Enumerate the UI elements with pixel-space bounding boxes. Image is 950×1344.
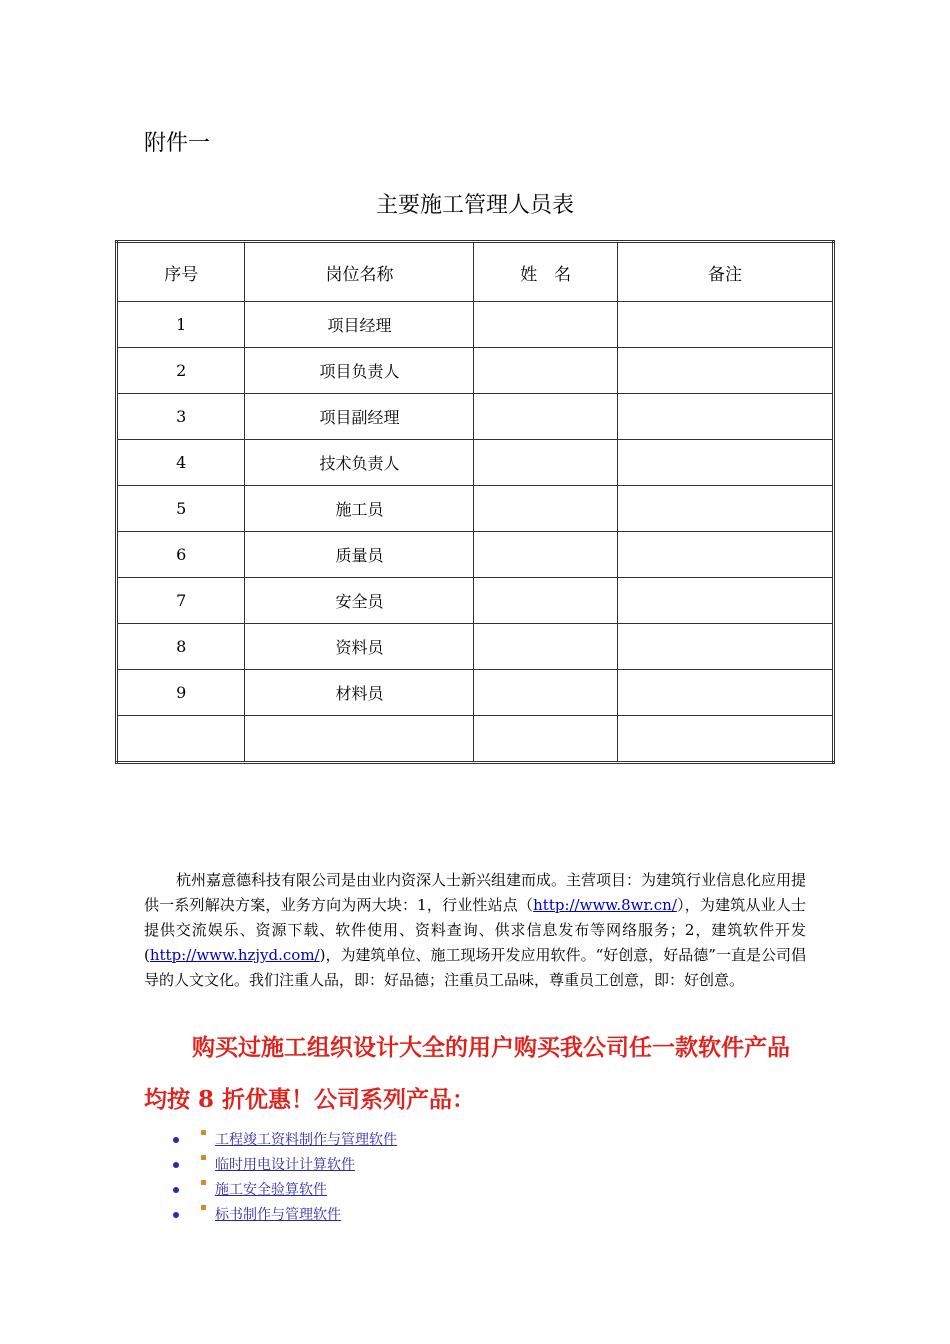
header-index: 序号 <box>117 242 245 302</box>
cell-name <box>474 302 617 348</box>
table-row <box>117 578 834 624</box>
cell-name <box>474 348 617 394</box>
cell-position: 安全员 <box>245 578 474 624</box>
table-row <box>117 486 834 532</box>
table-header-row <box>117 242 834 302</box>
cell-position: 技术负责人 <box>245 440 474 486</box>
site-link-8wr[interactable]: http://www.8wr.cn/ <box>533 896 677 914</box>
cell-position: 项目经理 <box>245 302 474 348</box>
table-row <box>117 532 834 578</box>
square-bullet-icon <box>201 1180 206 1185</box>
cell-remarks <box>617 624 833 670</box>
table-title: 主要施工管理人员表 <box>375 193 574 218</box>
cell-name <box>474 578 617 624</box>
table-row <box>117 716 834 763</box>
cell-remarks <box>617 716 833 763</box>
cell-index: 1 <box>117 302 245 348</box>
bullet-icon <box>173 1212 179 1218</box>
cell-name <box>474 394 617 440</box>
cell-name <box>474 624 617 670</box>
bullet-icon <box>173 1162 179 1168</box>
cell-remarks <box>617 394 833 440</box>
cell-name <box>474 716 617 763</box>
cell-name <box>474 486 617 532</box>
cell-index: 8 <box>117 624 245 670</box>
cell-index: 9 <box>117 670 245 716</box>
product-link[interactable]: 施工安全验算软件 <box>215 1182 327 1198</box>
table-row <box>117 440 834 486</box>
cell-position: 施工员 <box>245 486 474 532</box>
table-row <box>117 302 834 348</box>
table-row <box>117 624 834 670</box>
square-bullet-icon <box>201 1130 206 1135</box>
cell-remarks <box>617 670 833 716</box>
square-bullet-icon <box>201 1205 206 1210</box>
cell-name <box>474 440 617 486</box>
company-intro-paragraph <box>144 868 806 993</box>
cell-index: 3 <box>117 394 245 440</box>
intro-text-part1: 杭州嘉意德科技有限公司是由业内资深人士新兴组建而成。主营项目：为建筑行业信息化应用提供一系列解决方案，业务方向为两大块：1，行业性站点（ <box>144 871 807 914</box>
cell-index: 4 <box>117 440 245 486</box>
table-row <box>117 670 834 716</box>
square-bullet-icon <box>201 1155 206 1160</box>
header-position: 岗位名称 <box>245 242 474 302</box>
cell-remarks <box>617 302 833 348</box>
cell-position: 项目副经理 <box>245 394 474 440</box>
table-row <box>117 348 834 394</box>
cell-position: 资料员 <box>245 624 474 670</box>
cell-index: 5 <box>117 486 245 532</box>
cell-index: 7 <box>117 578 245 624</box>
cell-remarks <box>617 532 833 578</box>
cell-index: 2 <box>117 348 245 394</box>
header-remarks: 备注 <box>617 242 833 302</box>
cell-remarks <box>617 348 833 394</box>
cell-name <box>474 670 617 716</box>
staff-table <box>115 240 835 764</box>
site-link-hzjyd[interactable]: http://www.hzjyd.com/ <box>149 946 320 964</box>
attachment-label: 附件一 <box>144 131 211 156</box>
cell-position: 质量员 <box>245 532 474 578</box>
cell-name <box>474 532 617 578</box>
bullet-icon <box>173 1137 179 1143</box>
cell-remarks <box>617 440 833 486</box>
cell-index <box>117 716 245 763</box>
cell-position: 材料员 <box>245 670 474 716</box>
intro-text-part2: ），为建筑从业人士提供交流娱乐、资源下载、软件使用、资料查询、供求信息发布等网络服务；2，建筑软件开发( <box>144 896 806 964</box>
header-name: 姓 名 <box>474 242 617 302</box>
product-link[interactable]: 标书制作与管理软件 <box>215 1207 341 1223</box>
bullet-icon <box>173 1187 179 1193</box>
promo-banner: 购买过施工组织设计大全的用户购买我公司任一款软件产品均按 8 折优惠！公司系列产品： <box>144 1034 790 1113</box>
table-row <box>117 394 834 440</box>
cell-remarks <box>617 486 833 532</box>
product-link[interactable]: 临时用电设计计算软件 <box>215 1157 355 1173</box>
cell-index: 6 <box>117 532 245 578</box>
cell-position: 项目负责人 <box>245 348 474 394</box>
cell-remarks <box>617 578 833 624</box>
product-link[interactable]: 工程竣工资料制作与管理软件 <box>215 1132 397 1148</box>
cell-position <box>245 716 474 763</box>
intro-text-part3: )，为建筑单位、施工现场开发应用软件。“好创意，好品德”一直是公司倡导的人文文化。我们注重人品，即：好品德；注重员工品味，尊重员工创意，即：好创意。 <box>144 946 806 989</box>
